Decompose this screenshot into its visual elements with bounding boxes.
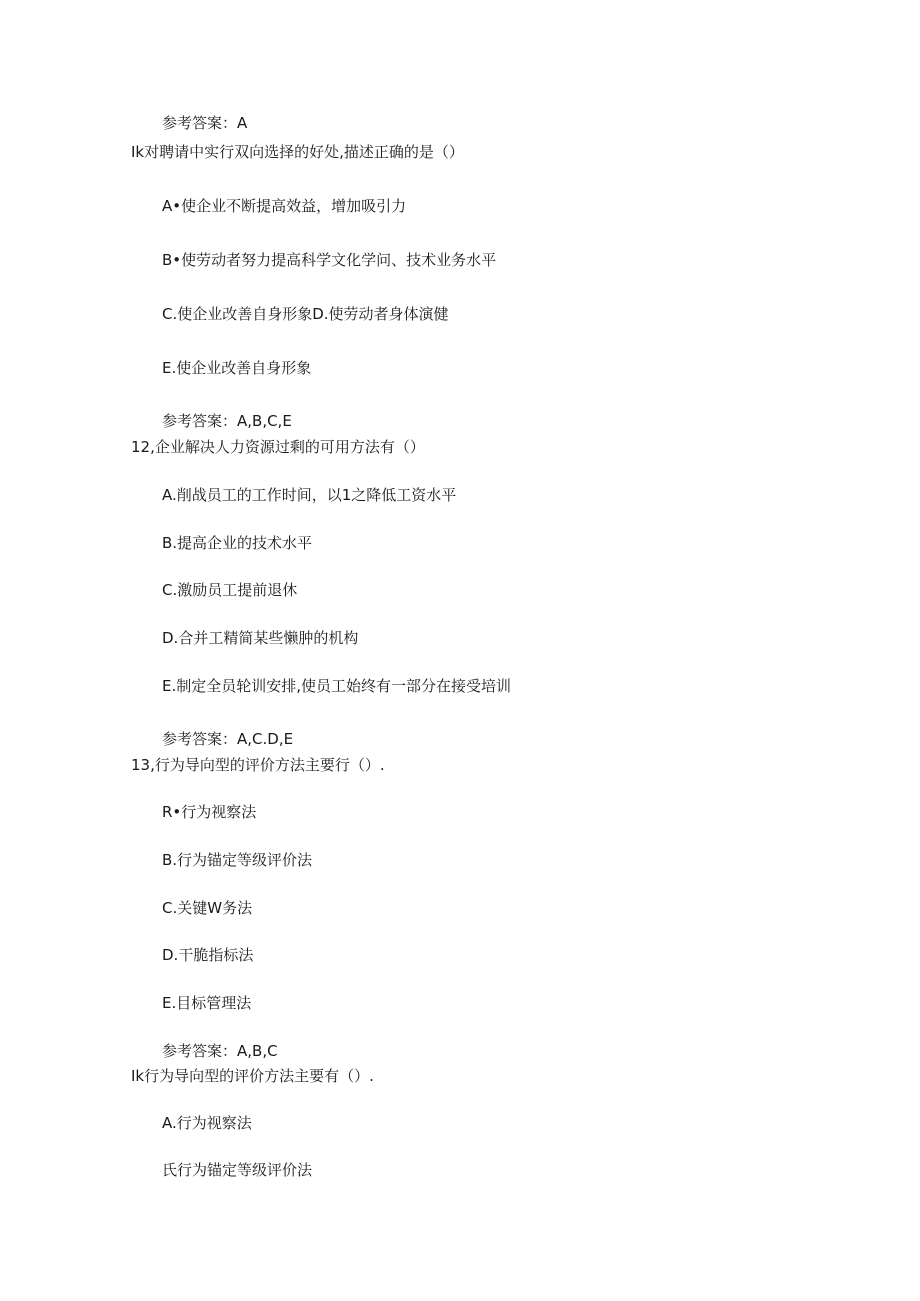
question-14-text: Ik行为导向型的评价方法主要有（）. (131, 1067, 374, 1085)
question-12-answer: 参考答案：A,C.D,E (162, 730, 294, 748)
question-12-option-b: B.提高企业的技术水平 (162, 534, 313, 552)
question-13-option-a: R•行为视察法 (162, 803, 257, 821)
question-14-option-a: A.行为视察法 (162, 1114, 252, 1132)
question-11-option-a: A•使企业不断提高效益，增加吸引力 (162, 197, 407, 215)
answer-line: 参考答案：A (162, 114, 248, 132)
question-11-option-c-d: C.使企业改善自身形象D.使劳动者身体演健 (162, 305, 449, 323)
question-12-text: 12,企业解决人力资源过剩的可用方法有（） (131, 438, 425, 456)
question-11-option-e: E.使企业改善自身形象 (162, 359, 312, 377)
question-13-answer: 参考答案：A,B,C (162, 1042, 278, 1060)
question-11-text: Ik对聘请中实行双向选择的好处,描述正确的是（） (131, 143, 464, 161)
question-12-option-a: A.削战员工的工作时间，以1之降低工资水平 (162, 486, 457, 504)
question-13-option-b: B.行为锚定等级评价法 (162, 851, 313, 869)
question-13-option-c: C.关键W务法 (162, 899, 253, 917)
question-12-option-c: C.激励员工提前退休 (162, 581, 298, 599)
question-13-option-e: E.目标管理法 (162, 994, 252, 1012)
question-13-text: 13,行为导向型的评价方法主要行（）. (131, 756, 385, 774)
question-14-option-b: 氏行为锚定等级评价法 (162, 1161, 313, 1179)
question-13-option-d: D.干脆指标法 (162, 946, 254, 964)
question-11-answer: 参考答案：A,B,C,E (162, 412, 292, 430)
question-12-option-d: D.合并工精简某些懒肿的机构 (162, 629, 359, 647)
question-11-option-b: B•使劳动者努力提高科学文化学问、技术业务水平 (162, 251, 497, 269)
question-12-option-e: E.制定全员轮训安排,使员工始终有一部分在接受培训 (162, 677, 512, 695)
